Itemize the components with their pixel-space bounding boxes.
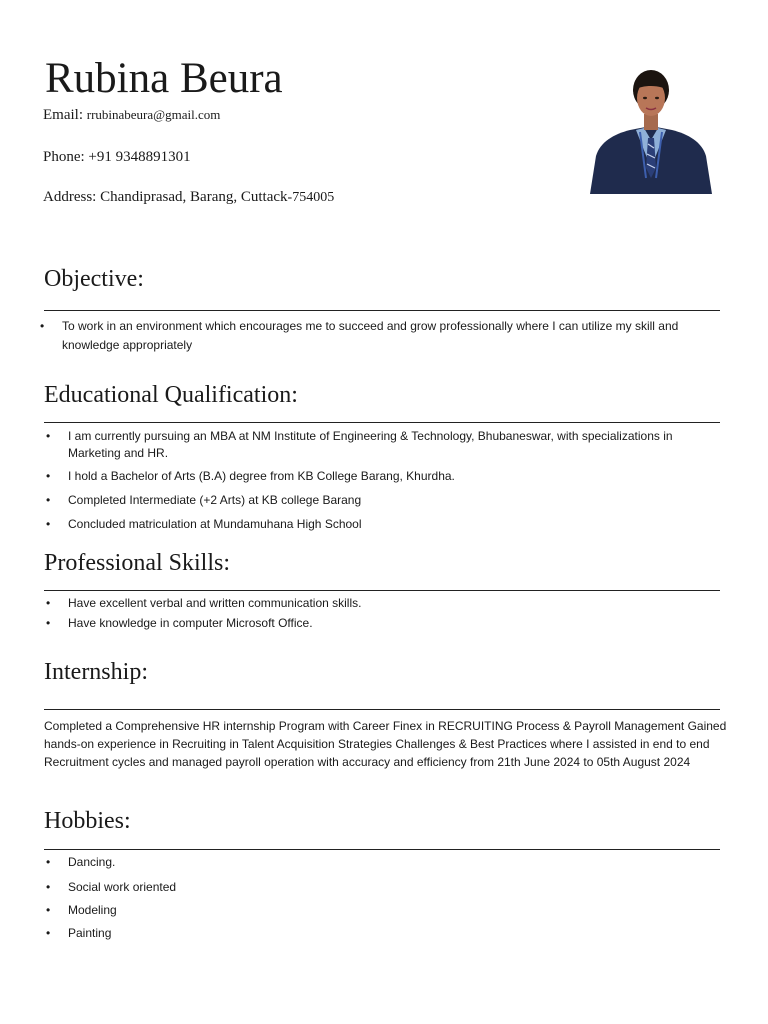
internship-heading: Internship: <box>44 659 148 685</box>
email-label: Email: <box>43 107 83 123</box>
education-item: • I hold a Bachelor of Arts (B.A) degree from KB College Barang, Khurdha. <box>44 468 720 485</box>
hobbies-divider <box>44 849 720 850</box>
education-divider <box>44 422 720 423</box>
address-value: Chandiprasad, Barang, Cuttack <box>100 189 288 205</box>
education-item: • Completed Intermediate (+2 Arts) at KB college Barang <box>44 492 720 509</box>
hobbies-item: • Social work oriented <box>44 879 720 896</box>
email-value[interactable]: rrubinabeura@gmail.com <box>86 107 221 122</box>
skills-item: • Have excellent verbal and written communication skills. <box>44 595 720 612</box>
hobbies-item: • Painting <box>44 925 720 942</box>
internship-text: Completed a Comprehensive HR internship Program with Career Finex in RECRUITING Process & Payroll Management Gained hands-on experience in Recruiting in Talent Acquisition Strategies Challenges & Best Practices where I assisted in end to end Recruitment cycles and managed payroll operation with accuracy and efficiency from 21th June 2024 to 05th August 2024 <box>44 719 727 769</box>
resume-name: Rubina Beura <box>45 55 283 102</box>
education-item: • Concluded matriculation at Mundamuhana High School <box>44 516 720 533</box>
phone-label: Phone: <box>43 149 85 165</box>
objective-divider <box>44 310 720 311</box>
skills-item: • Have knowledge in computer Microsoft Office. <box>44 615 720 632</box>
skills-heading: Professional Skills: <box>44 550 231 576</box>
objective-item: • To work in an environment which encourages me to succeed and grow professionally where I can utilize my skill and knowledge appropriately <box>44 317 720 355</box>
objective-list <box>44 317 720 355</box>
phone-line <box>43 149 191 166</box>
hobbies-item: • Modeling <box>44 902 720 919</box>
skills-divider <box>44 590 720 591</box>
education-item: • I am currently pursuing an MBA at NM Institute of Engineering & Technology, Bhubaneswar, with specializations in Marketing and HR. <box>44 428 720 462</box>
address-line <box>43 189 334 206</box>
hobbies-list <box>44 854 720 942</box>
education-heading: Educational Qualification: <box>44 382 298 408</box>
internship-divider <box>44 709 720 710</box>
skills-list <box>44 595 720 632</box>
address-label: Address: <box>43 189 97 205</box>
phone-value: +91 9348891301 <box>88 149 191 165</box>
hobbies-heading: Hobbies: <box>44 808 131 834</box>
address-pin: -754005 <box>287 190 335 205</box>
email-line <box>43 107 220 124</box>
education-list <box>44 428 720 533</box>
profile-photo <box>590 68 712 194</box>
objective-heading: Objective: <box>44 266 144 292</box>
hobbies-item: • Dancing. <box>44 854 720 871</box>
